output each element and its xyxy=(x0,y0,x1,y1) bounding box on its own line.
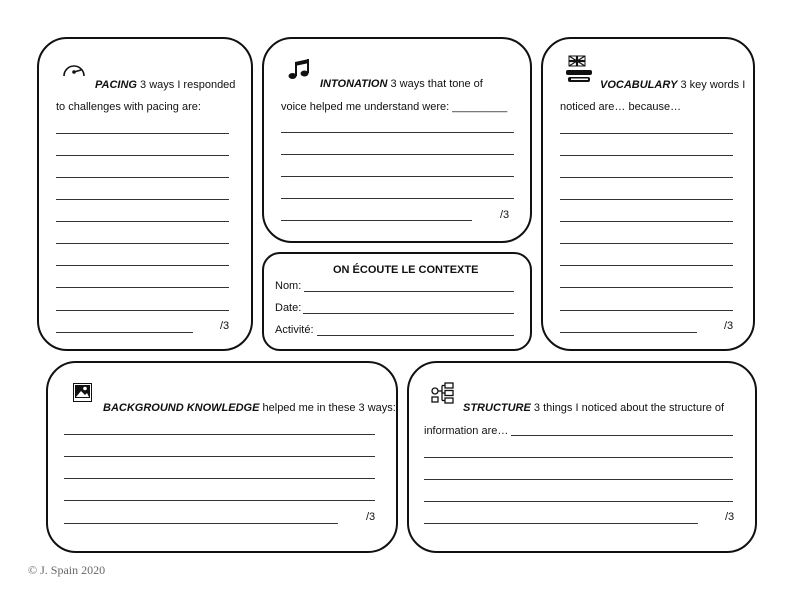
structure-heading: STRUCTURE 3 things I noticed about the structure of xyxy=(463,402,725,414)
pacing-prompt: to challenges with pacing are: xyxy=(56,101,201,113)
intonation-prompt: voice helped me understand were: _________ xyxy=(281,101,508,113)
intonation-score: /3 xyxy=(500,209,510,221)
image-icon xyxy=(73,383,92,402)
structure-score: /3 xyxy=(725,511,735,523)
structure-prompt: information are… xyxy=(424,425,509,437)
vocabulary-heading: VOCABULARY 3 key words I xyxy=(600,79,746,91)
background-heading: BACKGROUND KNOWLEDGE helped me in these 3 ways: xyxy=(103,402,396,414)
background-score: /3 xyxy=(366,511,376,523)
nom-field[interactable] xyxy=(304,291,514,292)
music-note-icon xyxy=(287,57,311,81)
flag-book-icon xyxy=(565,55,593,85)
date-field[interactable] xyxy=(303,313,514,314)
vocabulary-prompt: noticed are… because… xyxy=(560,101,682,113)
vocabulary-score: /3 xyxy=(724,320,734,332)
nom-label: Nom: xyxy=(275,280,302,292)
activite-label: Activité: xyxy=(275,324,314,336)
pacing-heading: PACING 3 ways I responded xyxy=(95,79,236,91)
speedometer-icon xyxy=(61,58,87,80)
pacing-score: /3 xyxy=(220,320,230,332)
intonation-heading: INTONATION 3 ways that tone of xyxy=(320,78,483,90)
date-label: Date: xyxy=(275,302,302,314)
copyright-footer: © J. Spain 2020 xyxy=(28,563,106,577)
background-card xyxy=(46,361,398,553)
activite-field[interactable] xyxy=(317,335,514,336)
structure-diagram-icon xyxy=(431,382,455,404)
context-title: ON ÉCOUTE LE CONTEXTE xyxy=(333,264,479,276)
